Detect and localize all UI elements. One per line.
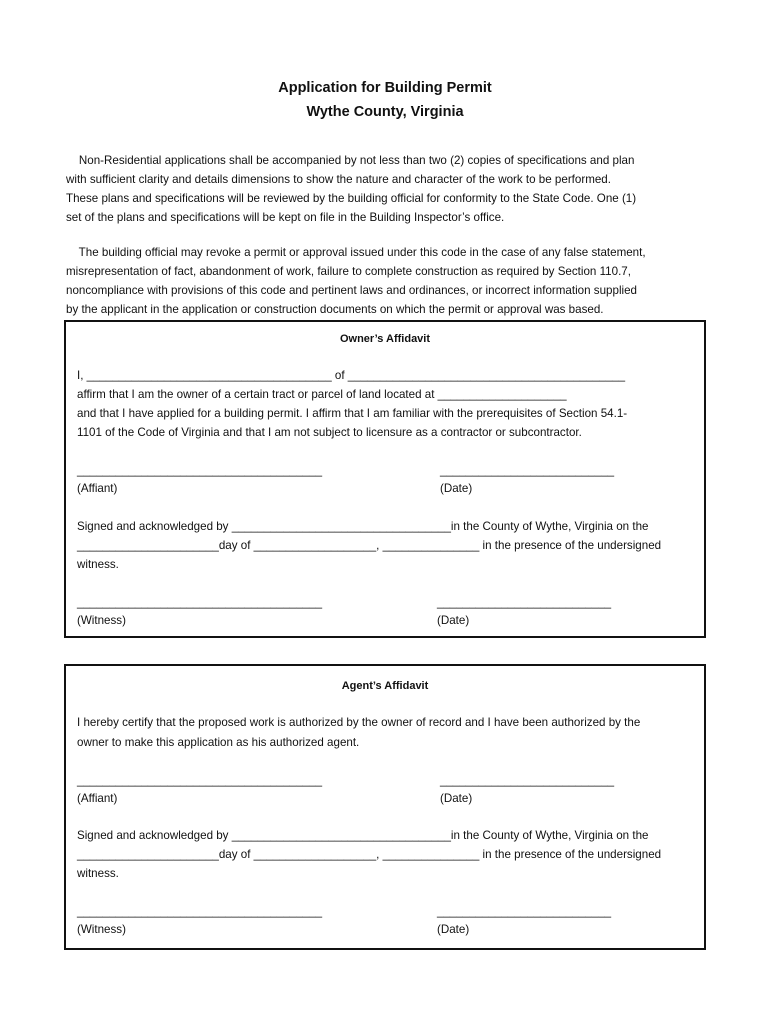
- owner-witness-date-label: (Date): [437, 614, 470, 627]
- agent-affiant-date-line[interactable]: ___________________________: [440, 774, 615, 787]
- agent-witness-label: (Witness): [77, 923, 126, 936]
- owner-statement-line: and that I have applied for a building permit. I affirm that I am familiar with the prerequisites of Section 54.1-: [77, 407, 628, 420]
- document-title: Application for Building Permit: [278, 80, 492, 96]
- intro-line: with sufficient clarity and details dimensions to show the nature and character of the work to be performed.: [66, 173, 611, 186]
- agent-witness-signature-line[interactable]: ______________________________________: [77, 905, 323, 918]
- agent-affiant-signature-line[interactable]: ______________________________________: [77, 774, 323, 787]
- owner-affiant-label: (Affiant): [77, 482, 118, 495]
- owner-ack-date-line[interactable]: ______________________day of ___________________, _______________ in the presence of the undersigned: [77, 539, 662, 552]
- intro-line: set of the plans and specifications will be kept on file in the Building Inspector’s office.: [66, 211, 505, 224]
- owner-ack-witness-text: witness.: [77, 558, 119, 571]
- owner-witness-date-line[interactable]: ___________________________: [437, 596, 612, 609]
- revocation-line: misrepresentation of fact, abandonment of work, failure to complete construction as required by Section 110.7,: [66, 265, 631, 278]
- revocation-line: noncompliance with provisions of this code and pertinent laws and ordinances, or incorrect information supplied: [66, 284, 637, 297]
- revocation-line: The building official may revoke a permit or approval issued under this code in the case of any false statement,: [66, 246, 646, 259]
- owner-location-field[interactable]: affirm that I am the owner of a certain tract or parcel of land located at ____________________: [77, 388, 567, 401]
- revocation-line: by the applicant in the application or construction documents on which the permit or approval was based.: [66, 303, 604, 316]
- intro-paragraph: [66, 151, 711, 227]
- agent-affiant-label: (Affiant): [77, 792, 118, 805]
- agent-statement-line: owner to make this application as his authorized agent.: [77, 736, 360, 749]
- agent-date-label: (Date): [440, 792, 473, 805]
- owner-date-label: (Date): [440, 482, 473, 495]
- revocation-paragraph: [66, 243, 711, 319]
- agent-statement-line: I hereby certify that the proposed work is authorized by the owner of record and I have been authorized by the: [77, 716, 641, 729]
- owner-statement-line: 1101 of the Code of Virginia and that I am not subject to licensure as a contractor or subcontractor.: [77, 426, 582, 439]
- agent-witness-date-label: (Date): [437, 923, 470, 936]
- agent-witness-date-line[interactable]: ___________________________: [437, 905, 612, 918]
- owner-affiant-signature-line[interactable]: ______________________________________: [77, 464, 323, 477]
- owner-name-field[interactable]: I, ______________________________________ of ___________________________________________: [77, 369, 626, 382]
- intro-line: Non-Residential applications shall be accompanied by not less than two (2) copies of specifications and plan: [66, 154, 635, 167]
- owners-affidavit-box: [64, 320, 706, 638]
- owner-affiant-date-line[interactable]: ___________________________: [440, 464, 615, 477]
- agent-ack-line[interactable]: Signed and acknowledged by __________________________________in the County of Wythe, Virginia on the: [77, 829, 649, 842]
- document-subtitle: Wythe County, Virginia: [306, 104, 464, 120]
- agents-affidavit-heading: Agent’s Affidavit: [341, 680, 429, 692]
- owner-ack-line[interactable]: Signed and acknowledged by __________________________________in the County of Wythe, Virginia on the: [77, 520, 649, 533]
- agents-affidavit-box: [64, 664, 706, 950]
- agent-ack-date-line[interactable]: ______________________day of ___________________, _______________ in the presence of the undersigned: [77, 848, 662, 861]
- agent-ack-witness-text: witness.: [77, 867, 119, 880]
- owner-witness-label: (Witness): [77, 614, 126, 627]
- owner-witness-signature-line[interactable]: ______________________________________: [77, 596, 323, 609]
- intro-line: These plans and specifications will be reviewed by the building official for conformity to the State Code. One (1): [66, 192, 637, 205]
- owners-affidavit-heading: Owner’s Affidavit: [339, 333, 431, 345]
